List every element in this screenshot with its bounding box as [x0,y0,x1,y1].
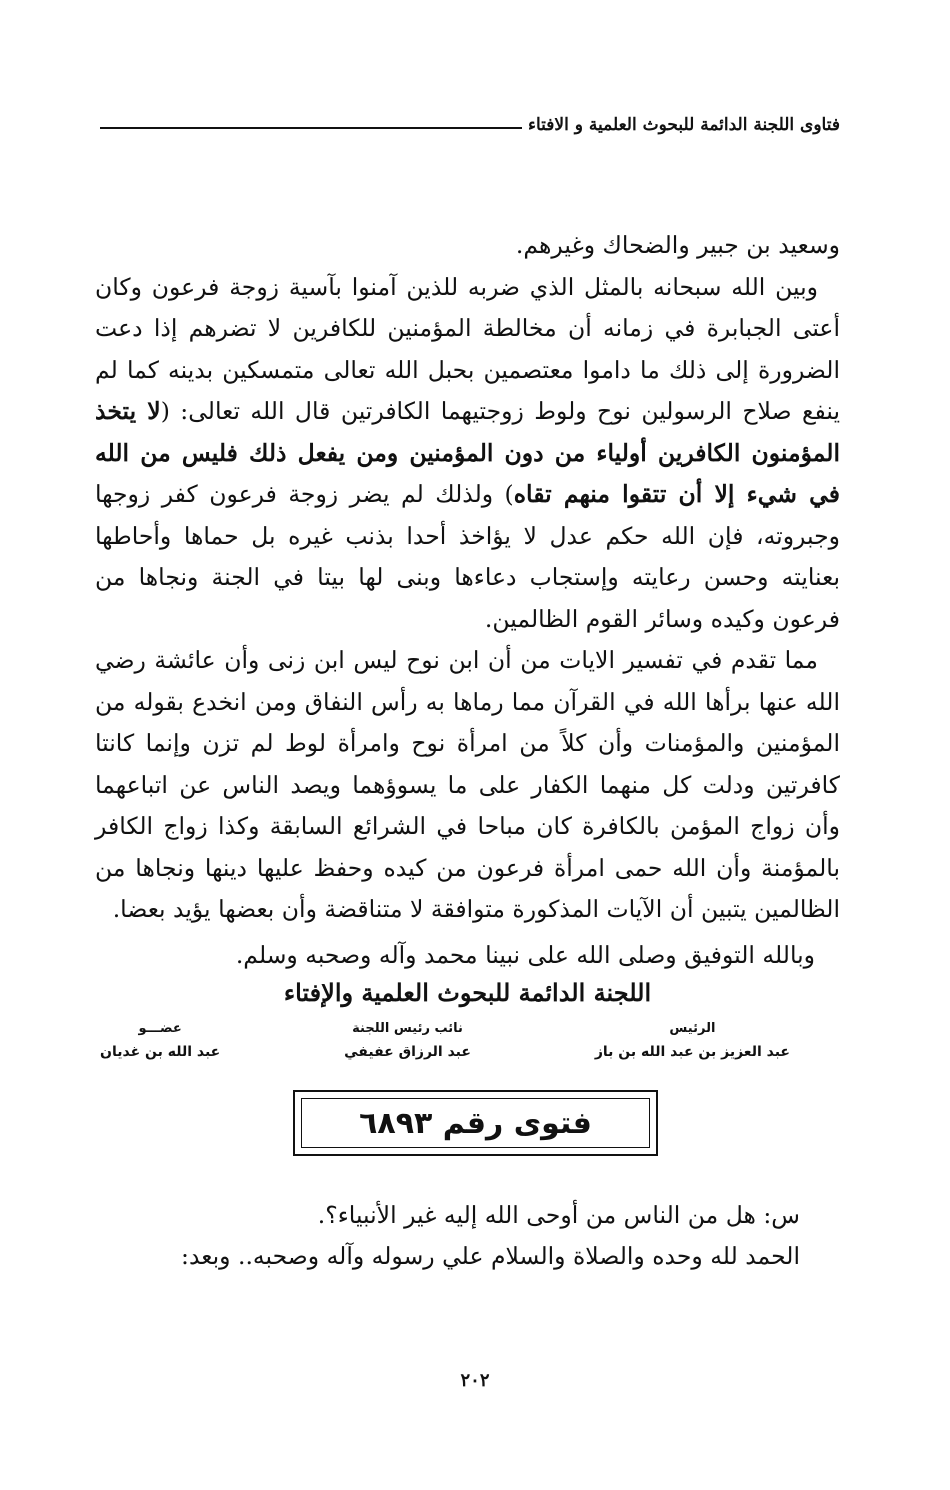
main-body [95,225,840,931]
fatwa-title-box [293,1090,658,1156]
signatory-deputy [344,1018,471,1064]
header-title: فتاوى اللجنة الدائمة للبحوث العلمية و الافتاء [528,115,840,135]
paragraph-1: وسعيد بن جبير والضحاك وغيرهم. [515,231,840,259]
signatories [100,1018,790,1064]
paragraph-2 [95,267,840,641]
page-header [100,110,840,140]
committee-name: اللجنة الدائمة للبحوث العلمية والإفتاء [283,978,652,1007]
fatwa-title: فتوى رقم ٦٨٩٣ [359,1105,592,1141]
signatory-member [100,1018,220,1064]
signatory-name: عبد الله بن غديان [100,1044,221,1060]
quran-quote: لا يتخذ المؤمنون الكافرين أولياء من دون المؤمنين ومن يفعل ذلك فليس من الله في شيء إلا أن تتقوا منهم تقاه [95,397,840,508]
question: س: هل من الناس من أوحى الله إليه غير الأنبياء؟. [317,1201,800,1229]
signatory-name: عبد العزيز بن عبد الله بن باز [594,1044,790,1060]
closing-prayer: وبالله التوفيق وصلى الله على نبينا محمد وآله وصحبه وسلم. [235,941,815,969]
paragraph-2-rest: ) ولذلك لم يضر زوجة فرعون كفر زوجها وجبروته، فإن الله حكم عدل لا يؤاخذ أحدا بذنب غيره بل حماها وأحاطها بعنايته وحسن رعايته وإستجاب دعاءها وبنى لها بيتا في الجنة ونجاها من فرعون وكيده وسائر القوم الظالمين. [95,480,840,633]
paragraph-3: مما تقدم في تفسير الايات من أن ابن نوح ليس ابن زنى وأن عائشة رضي الله عنها برأها الله في القرآن مما رماها به رأس النفاق ومن انخدع بقوله من المؤمنين والمؤمنات وأن كلاً من امرأة نوح وامرأة لوط لم تزن وإنما كانتا كافرتين ودلت كل منهما الكفار على ما يسوؤهما ويصد الناس عن اتباعهما وأن زواج المؤمن بالكافرة كان مباحا في الشرائع السابقة وكذا زواج الكافر بالمؤمنة وأن الله حمى امرأة فرعون من كيده وحفظ عليها دينها ونجاها من الظالمين يتبين أن الآيات المذكورة متوافقة لا متناقضة وأن بعضها يؤيد بعضا. [95,646,840,923]
question-answer [150,1195,800,1277]
paragraph-2-intro: وبين الله سبحانه بالمثل الذي ضربه للذين آمنوا بآسية زوجة فرعون وكان أعتى الجبابرة في زمانه أن مخالطة المؤمنين للكافرين لا تضرهم إذا دعت الضرورة إلى ذلك ما داموا معتصمين بحبل الله تعالى متمسكين بدينه كما لم ينفع صلاح الرسولين نوح ولوط زوجتيهما الكافرتين قال الله تعالى: ( [95,272,840,425]
signatory-role: نائب رئيس اللجنة [352,1021,463,1036]
signatory-role: عضـــو [138,1021,182,1036]
page-number: ٢٠٢ [460,1370,490,1391]
header-rule [100,127,522,129]
signatory-chairman [595,1018,790,1064]
signatory-role: الرئيس [669,1021,716,1036]
fatwa-title-inner-frame [301,1098,650,1148]
signatory-name: عبد الرزاق عفيفي [344,1044,471,1060]
answer-intro: الحمد لله وحده والصلاة والسلام علي رسوله وآله وصحبه.. وبعد: [181,1242,800,1270]
